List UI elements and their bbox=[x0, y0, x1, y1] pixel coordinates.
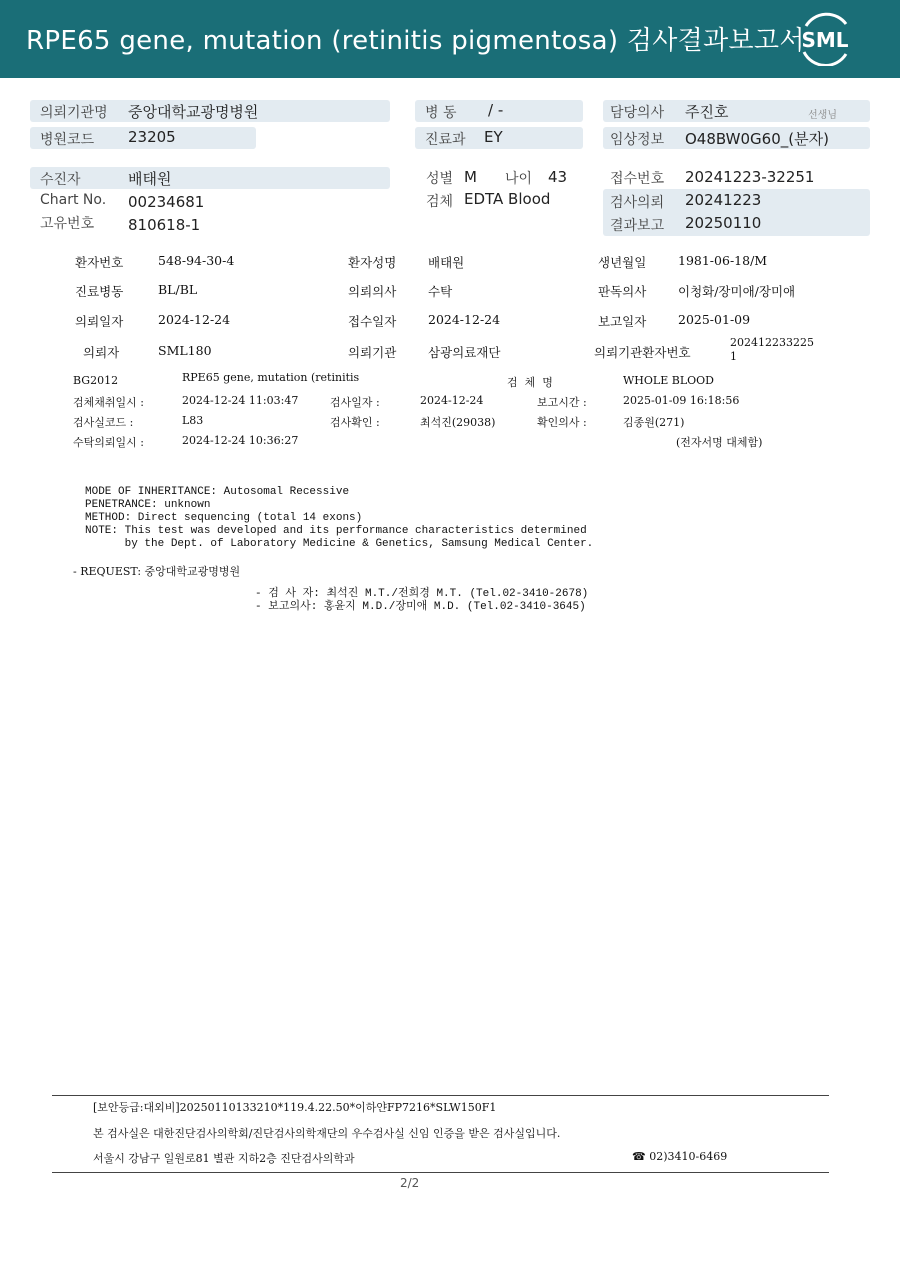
sex-value: M bbox=[464, 168, 477, 186]
doctor-suffix: 선생님 bbox=[808, 110, 837, 121]
age-value: 43 bbox=[548, 168, 568, 186]
detail-value: 배태원 bbox=[428, 255, 465, 270]
certification-line: 본 검사실은 대한진단검사의학회/진단검사의학재단의 우수검사실 신임 인증을 받은 검사실입니다. bbox=[93, 1127, 561, 1140]
note-line: NOTE: This test was developed and its performance characteristics determined bbox=[85, 525, 587, 537]
confirm-doctor-label: 확인의사 : bbox=[537, 416, 587, 429]
detail-value: 548-94-30-4 bbox=[158, 253, 235, 268]
reporttime-label: 보고시간 : bbox=[537, 396, 587, 409]
detail-label: 생년월일 bbox=[598, 255, 647, 270]
doctor-label: 담당의사 bbox=[610, 105, 665, 121]
phone-line: ☎ 02)3410-6469 bbox=[632, 1150, 728, 1163]
collect-value: 2024-12-24 11:03:47 bbox=[182, 394, 299, 407]
chart-value: 00234681 bbox=[128, 193, 205, 211]
detail-label: 의뢰자 bbox=[83, 345, 120, 360]
testdate-label: 검사일자 : bbox=[330, 396, 380, 409]
tester-line: - 검 사 자: 최석진 M.T./전희경 M.T. (Tel.02-3410-2678) bbox=[255, 588, 589, 600]
sml-logo-icon bbox=[796, 12, 854, 66]
confirm-label: 검사확인 : bbox=[330, 416, 380, 429]
detail-label: 환자번호 bbox=[75, 255, 124, 270]
patient-bar bbox=[30, 167, 390, 189]
chart-label: Chart No. bbox=[40, 192, 107, 208]
testdate-value: 2024-12-24 bbox=[420, 394, 484, 407]
detail-label: 의뢰기관 bbox=[348, 345, 397, 360]
specimen-label: 검체 bbox=[426, 194, 454, 210]
test-code: BG2012 bbox=[73, 374, 119, 387]
detail-value: 1981-06-18/M bbox=[678, 253, 768, 268]
detail-value: 이청화/장미애/장미애 bbox=[678, 284, 796, 299]
receipt-value: 20241223-32251 bbox=[685, 168, 815, 186]
detail-label: 환자성명 bbox=[348, 255, 397, 270]
dept-label: 진료과 bbox=[425, 132, 466, 148]
request-line: - REQUEST: 중앙대학교광명병원 bbox=[73, 565, 241, 578]
address-line: 서울시 강남구 일원로81 별관 지하2층 진단검사의학과 bbox=[93, 1152, 355, 1165]
detail-label: 의뢰일자 bbox=[75, 314, 124, 329]
institution-label: 의뢰기관명 bbox=[40, 105, 108, 121]
report-title: RPE65 gene, mutation (retinitis pigmentosa) 검사결과보고서 bbox=[26, 26, 805, 56]
detail-value: 2025-01-09 bbox=[678, 312, 751, 327]
age-label: 나이 bbox=[505, 171, 533, 187]
request-value: 20241223 bbox=[685, 191, 762, 209]
detail-label: 접수일자 bbox=[348, 314, 397, 329]
report-header bbox=[0, 0, 900, 78]
detail-label: 보고일자 bbox=[598, 314, 647, 329]
footer-divider-top bbox=[52, 1095, 829, 1096]
note-line: METHOD: Direct sequencing (total 14 exons) bbox=[85, 512, 363, 524]
patient-value: 배태원 bbox=[128, 170, 172, 188]
specimen-value: EDTA Blood bbox=[464, 190, 551, 208]
clinical-value: O48BW0G60_(분자) bbox=[685, 130, 829, 148]
doctor-value: 주진호 bbox=[685, 103, 729, 121]
page-number: 2/2 bbox=[400, 1176, 420, 1190]
report-label: 결과보고 bbox=[610, 218, 665, 234]
collect-label: 검체채취일시 : bbox=[73, 396, 144, 409]
ward-label: 병 동 bbox=[425, 105, 457, 121]
detail-value: 202412233225 bbox=[730, 336, 814, 349]
test-specimen-value: WHOLE BLOOD bbox=[623, 374, 714, 387]
hospital-code-value: 23205 bbox=[128, 128, 176, 146]
detail-value: BL/BL bbox=[158, 282, 198, 297]
report-value: 20250110 bbox=[685, 214, 762, 232]
detail-label: 의뢰기관환자번호 bbox=[594, 345, 691, 360]
note-line: by the Dept. of Laboratory Medicine & Genetics, Samsung Medical Center. bbox=[85, 538, 594, 550]
test-name: RPE65 gene, mutation (retinitis bbox=[182, 371, 360, 384]
unique-label: 고유번호 bbox=[40, 216, 95, 232]
confirm-value: 최석진(29038) bbox=[420, 416, 496, 429]
hospital-code-label: 병원코드 bbox=[40, 132, 95, 148]
esign-text: (전자서명 대체함) bbox=[676, 436, 763, 449]
detail-label: 판독의사 bbox=[598, 284, 647, 299]
commission-value: 2024-12-24 10:36:27 bbox=[182, 434, 299, 447]
detail-value: SML180 bbox=[158, 343, 212, 358]
clinical-label: 임상정보 bbox=[610, 132, 665, 148]
note-line: PENETRANCE: unknown bbox=[85, 499, 211, 511]
receipt-label: 접수번호 bbox=[610, 171, 665, 187]
reporttime-value: 2025-01-09 16:18:56 bbox=[623, 394, 740, 407]
patient-label: 수진자 bbox=[40, 172, 81, 188]
note-line: MODE OF INHERITANCE: Autosomal Recessive bbox=[85, 486, 350, 498]
test-specimen-label: 검 체 명 bbox=[507, 376, 553, 389]
ward-value: / - bbox=[488, 101, 504, 119]
detail-value: 1 bbox=[730, 350, 737, 363]
sex-label: 성별 bbox=[426, 171, 454, 187]
detail-value: 수탁 bbox=[428, 284, 453, 299]
detail-value: 삼광의료재단 bbox=[428, 345, 501, 360]
detail-label: 의뢰의사 bbox=[348, 284, 397, 299]
unique-value: 810618-1 bbox=[128, 216, 201, 234]
security-line: [보안등급:대외비]20250110133210*119.4.22.50*이하얀FP7216*SLW150F1 bbox=[93, 1101, 497, 1114]
request-label: 검사의뢰 bbox=[610, 195, 665, 211]
dept-value: EY bbox=[484, 128, 503, 146]
institution-value: 중앙대학교광명병원 bbox=[128, 103, 259, 121]
reporter-line: - 보고의사: 홍윤지 M.D./장미애 M.D. (Tel.02-3410-3645) bbox=[255, 601, 586, 613]
detail-value: 2024-12-24 bbox=[158, 312, 231, 327]
detail-label: 진료병동 bbox=[75, 284, 124, 299]
lab-value: L83 bbox=[182, 414, 204, 427]
detail-value: 2024-12-24 bbox=[428, 312, 501, 327]
commission-label: 수탁의뢰일시 : bbox=[73, 436, 144, 449]
logo-text: SML bbox=[801, 28, 849, 52]
footer-divider-bottom bbox=[52, 1172, 829, 1173]
confirm-doctor-value: 김종원(271) bbox=[623, 416, 685, 429]
lab-label: 검사실코드 : bbox=[73, 416, 134, 429]
